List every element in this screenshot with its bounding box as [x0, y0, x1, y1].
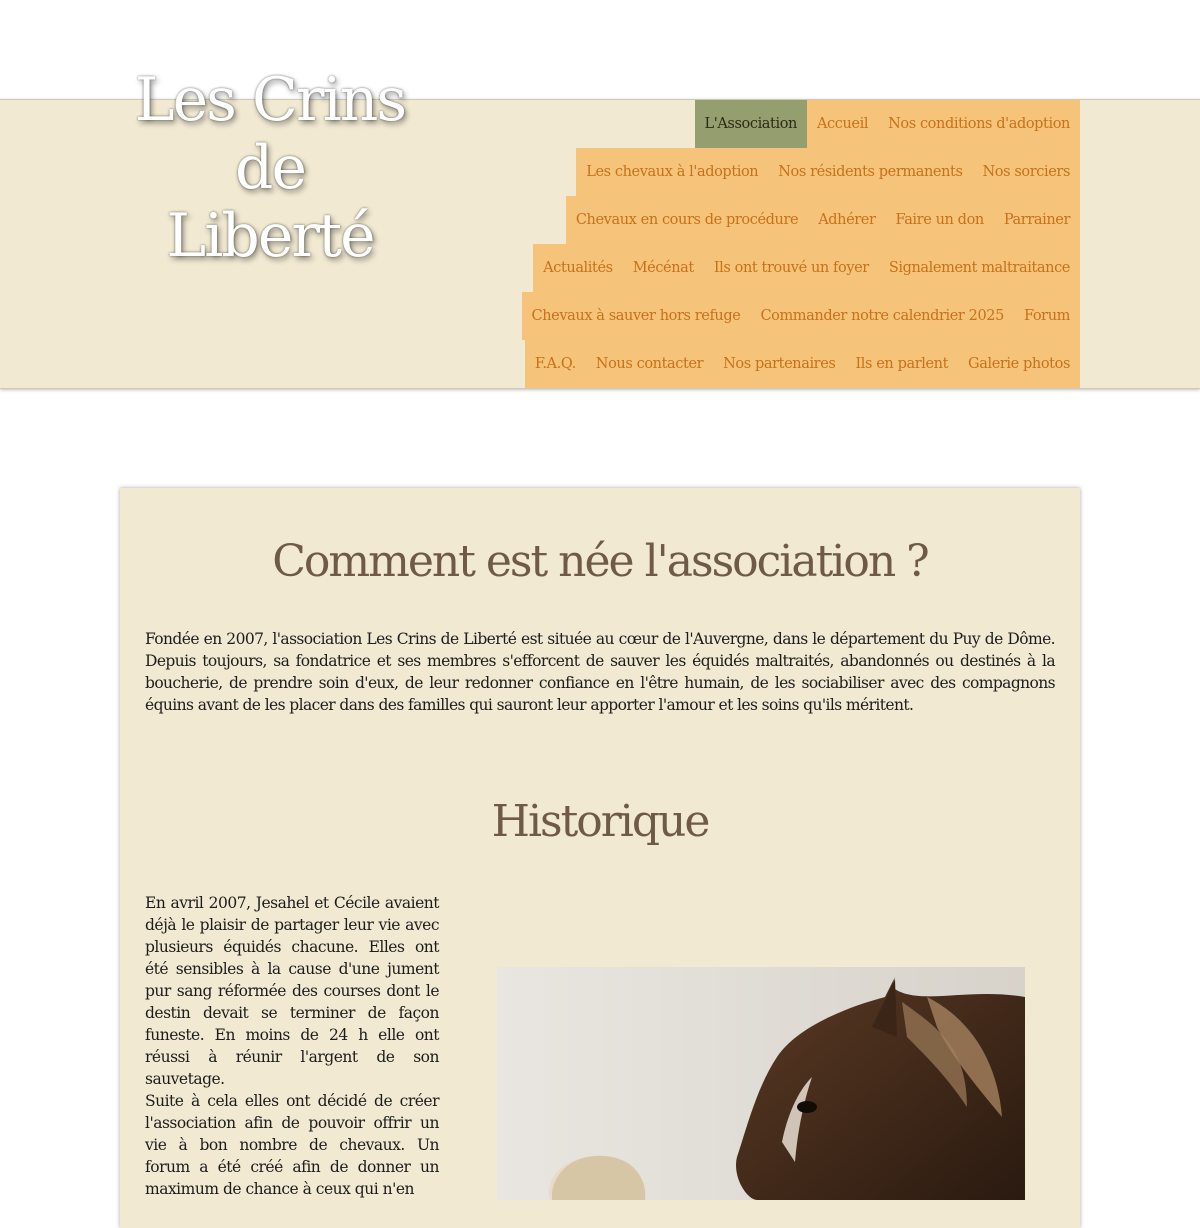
history-paragraph-2: Suite à cela elles ont décidé de créer l'association afin de pouvoir offrir un vie à bon nombre de chevaux. Un forum a été créé afin de donner un maximum de chance à ceux qui n'en [145, 1092, 439, 1198]
history-paragraph-1: En avril 2007, Jesahel et Cécile avaient déjà le plaisir de partager leur vie avec plusieurs équidés chacune. Elles ont été sensibles à la cause d'une jument pur sang réformée des courses dont le destin devait se terminer de façon funeste. En moins de 24 h elle ont réussi à réunir l'argent de son sauvetage. [145, 894, 439, 1088]
nav-item-partenaires[interactable]: Nos partenaires [723, 356, 836, 372]
nav-item-parrainer[interactable]: Parrainer [1003, 212, 1070, 228]
nav-item-hors-refuge[interactable]: Chevaux à sauver hors refuge [531, 308, 741, 324]
nav-item-adherer[interactable]: Adhérer [818, 212, 876, 228]
site-logo[interactable] [120, 66, 420, 270]
nav-item-sorciers[interactable]: Nos sorciers [982, 164, 1070, 180]
nav-row-1 [504, 100, 1080, 148]
nav-item-foyer[interactable]: Ils ont trouvé un foyer [713, 260, 869, 276]
nav-item-don[interactable]: Faire un don [895, 212, 984, 228]
page-title: Comment est née l'association ? [272, 536, 928, 587]
history-text [145, 892, 439, 1200]
nav-item-calendrier[interactable]: Commander notre calendrier 2025 [760, 308, 1004, 324]
nav-item-galerie[interactable]: Galerie photos [968, 356, 1070, 372]
nav-row-4 [504, 244, 1080, 292]
nav-row-6 [504, 340, 1080, 388]
nav-item-residents-permanents[interactable]: Nos résidents permanents [778, 164, 963, 180]
nav-item-faq[interactable]: F.A.Q. [534, 356, 576, 372]
main-navigation [504, 100, 1080, 388]
nav-item-procedure[interactable]: Chevaux en cours de procédure [575, 212, 799, 228]
nav-item-accueil[interactable]: Accueil [816, 116, 869, 132]
horse-photo [497, 967, 1025, 1200]
nav-item-ils-en-parlent[interactable]: Ils en parlent [855, 356, 949, 372]
logo-line-1: Les Crins [134, 65, 406, 135]
nav-item-association[interactable]: L'Association [695, 100, 807, 148]
horse-photo-illustration [497, 967, 1025, 1200]
nav-item-actualites[interactable]: Actualités [543, 260, 613, 276]
logo-line-2: de [235, 133, 305, 203]
nav-item-signalement[interactable]: Signalement maltraitance [888, 260, 1070, 276]
logo-line-3: Liberté [166, 201, 374, 271]
nav-item-conditions-adoption[interactable]: Nos conditions d'adoption [888, 116, 1070, 132]
nav-item-chevaux-adoption[interactable]: Les chevaux à l'adoption [586, 164, 759, 180]
nav-row-5 [504, 292, 1080, 340]
nav-item-contact[interactable]: Nous contacter [595, 356, 704, 372]
nav-row-3 [504, 196, 1080, 244]
nav-row-2 [504, 148, 1080, 196]
history-title: Historique [491, 796, 709, 847]
nav-item-forum[interactable]: Forum [1023, 308, 1070, 324]
nav-item-mecenat[interactable]: Mécénat [632, 260, 694, 276]
intro-paragraph: Fondée en 2007, l'association Les Crins de Liberté est située au cœur de l'Auvergne, dans le département du Puy de Dôme. Depuis toujours, sa fondatrice et ses membres s'efforcent de sauver les équidés maltraités, abandonnés ou destinés à la boucherie, de prendre soin d'eux, de leur redonner confiance en l'être humain, de les sociabiliser avec des compagnons équins avant de les placer dans des familles qui sauront leur apporter l'amour et les soins qu'ils méritent. [145, 630, 1055, 714]
